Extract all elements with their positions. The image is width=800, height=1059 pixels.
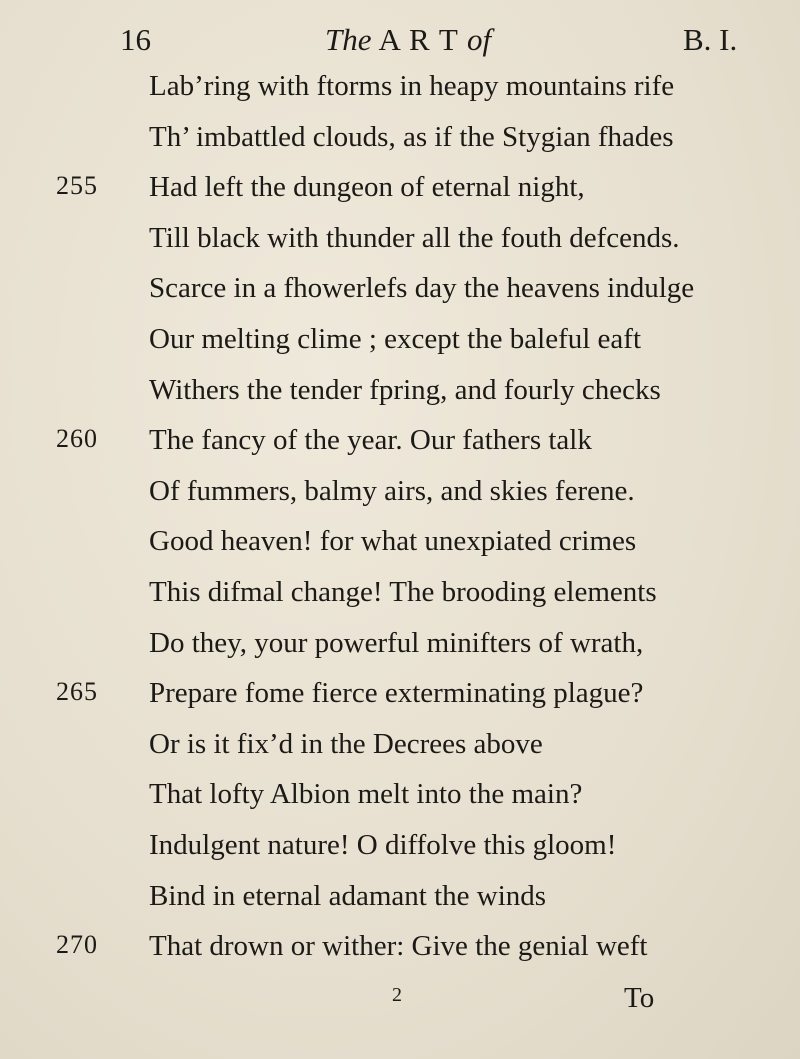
line-text: Of fummers, balmy airs, and skies ferene.: [149, 474, 635, 507]
line-number: 265: [56, 677, 98, 707]
line-number: 260: [56, 424, 98, 454]
poem-line: [0, 576, 800, 620]
line-number: 255: [56, 171, 98, 201]
poem-line: [0, 627, 800, 671]
line-text: Withers the tender fpring, and fourly checks: [149, 373, 661, 406]
poem-line: [0, 374, 800, 418]
line-text: Prepare fome fierce exterminating plague?: [149, 677, 644, 710]
line-text: This difmal change! The brooding elements: [149, 576, 657, 608]
poem-line: [0, 677, 800, 721]
line-text: Lab’ring with ftorms in heapy mountains rife: [149, 70, 675, 102]
running-title: [325, 22, 491, 58]
line-text: That drown or wither: Give the genial weft: [149, 930, 648, 963]
line-text: That lofty Albion melt into the main?: [149, 778, 583, 811]
line-text: Good heaven! for what unexpiated crimes: [149, 525, 637, 558]
poem-line: [0, 272, 800, 316]
running-header: [0, 22, 800, 62]
line-text: Or is it fix’d in the Decrees above: [149, 727, 543, 760]
line-text: Bind in eternal adamant the winds: [149, 879, 547, 912]
line-text: The fancy of the year. Our fathers talk: [149, 424, 592, 457]
line-text: Do they, your powerful minifters of wrath,: [149, 626, 644, 659]
page-footer: [0, 982, 800, 1032]
line-text: Indulgent nature! O diffolve this gloom!: [149, 829, 617, 861]
poem-line: [0, 121, 800, 165]
signature-mark: 2: [392, 984, 402, 1006]
line-text: Had left the dungeon of eternal night,: [149, 171, 585, 204]
poem-line: [0, 930, 800, 974]
poem-line: [0, 728, 800, 772]
page-number: 16: [120, 22, 151, 57]
poem-line: [0, 880, 800, 924]
line-text: Th’ imbattled clouds, as if the Stygian fhades: [149, 120, 674, 153]
poem-line: [0, 323, 800, 367]
poem-line: [0, 475, 800, 519]
poem-line: [0, 424, 800, 468]
poem-line: [0, 70, 800, 114]
poem-line: [0, 222, 800, 266]
line-number: 270: [56, 930, 98, 960]
poem-line: [0, 171, 800, 215]
line-text: Scarce in a fhowerlefs day the heavens indulge: [149, 272, 695, 305]
poem-line: [0, 525, 800, 569]
book-number: B. I.: [683, 22, 738, 57]
running-title-the: The: [325, 22, 372, 57]
running-title-of: of: [466, 22, 492, 57]
running-title-art: A R T: [378, 22, 459, 57]
line-text: Till black with thunder all the fouth defcends.: [149, 221, 680, 254]
poem-line: [0, 778, 800, 822]
line-text: Our melting clime ; except the baleful eaft: [149, 323, 641, 355]
catchword: To: [624, 982, 655, 1014]
poem-line: [0, 829, 800, 873]
